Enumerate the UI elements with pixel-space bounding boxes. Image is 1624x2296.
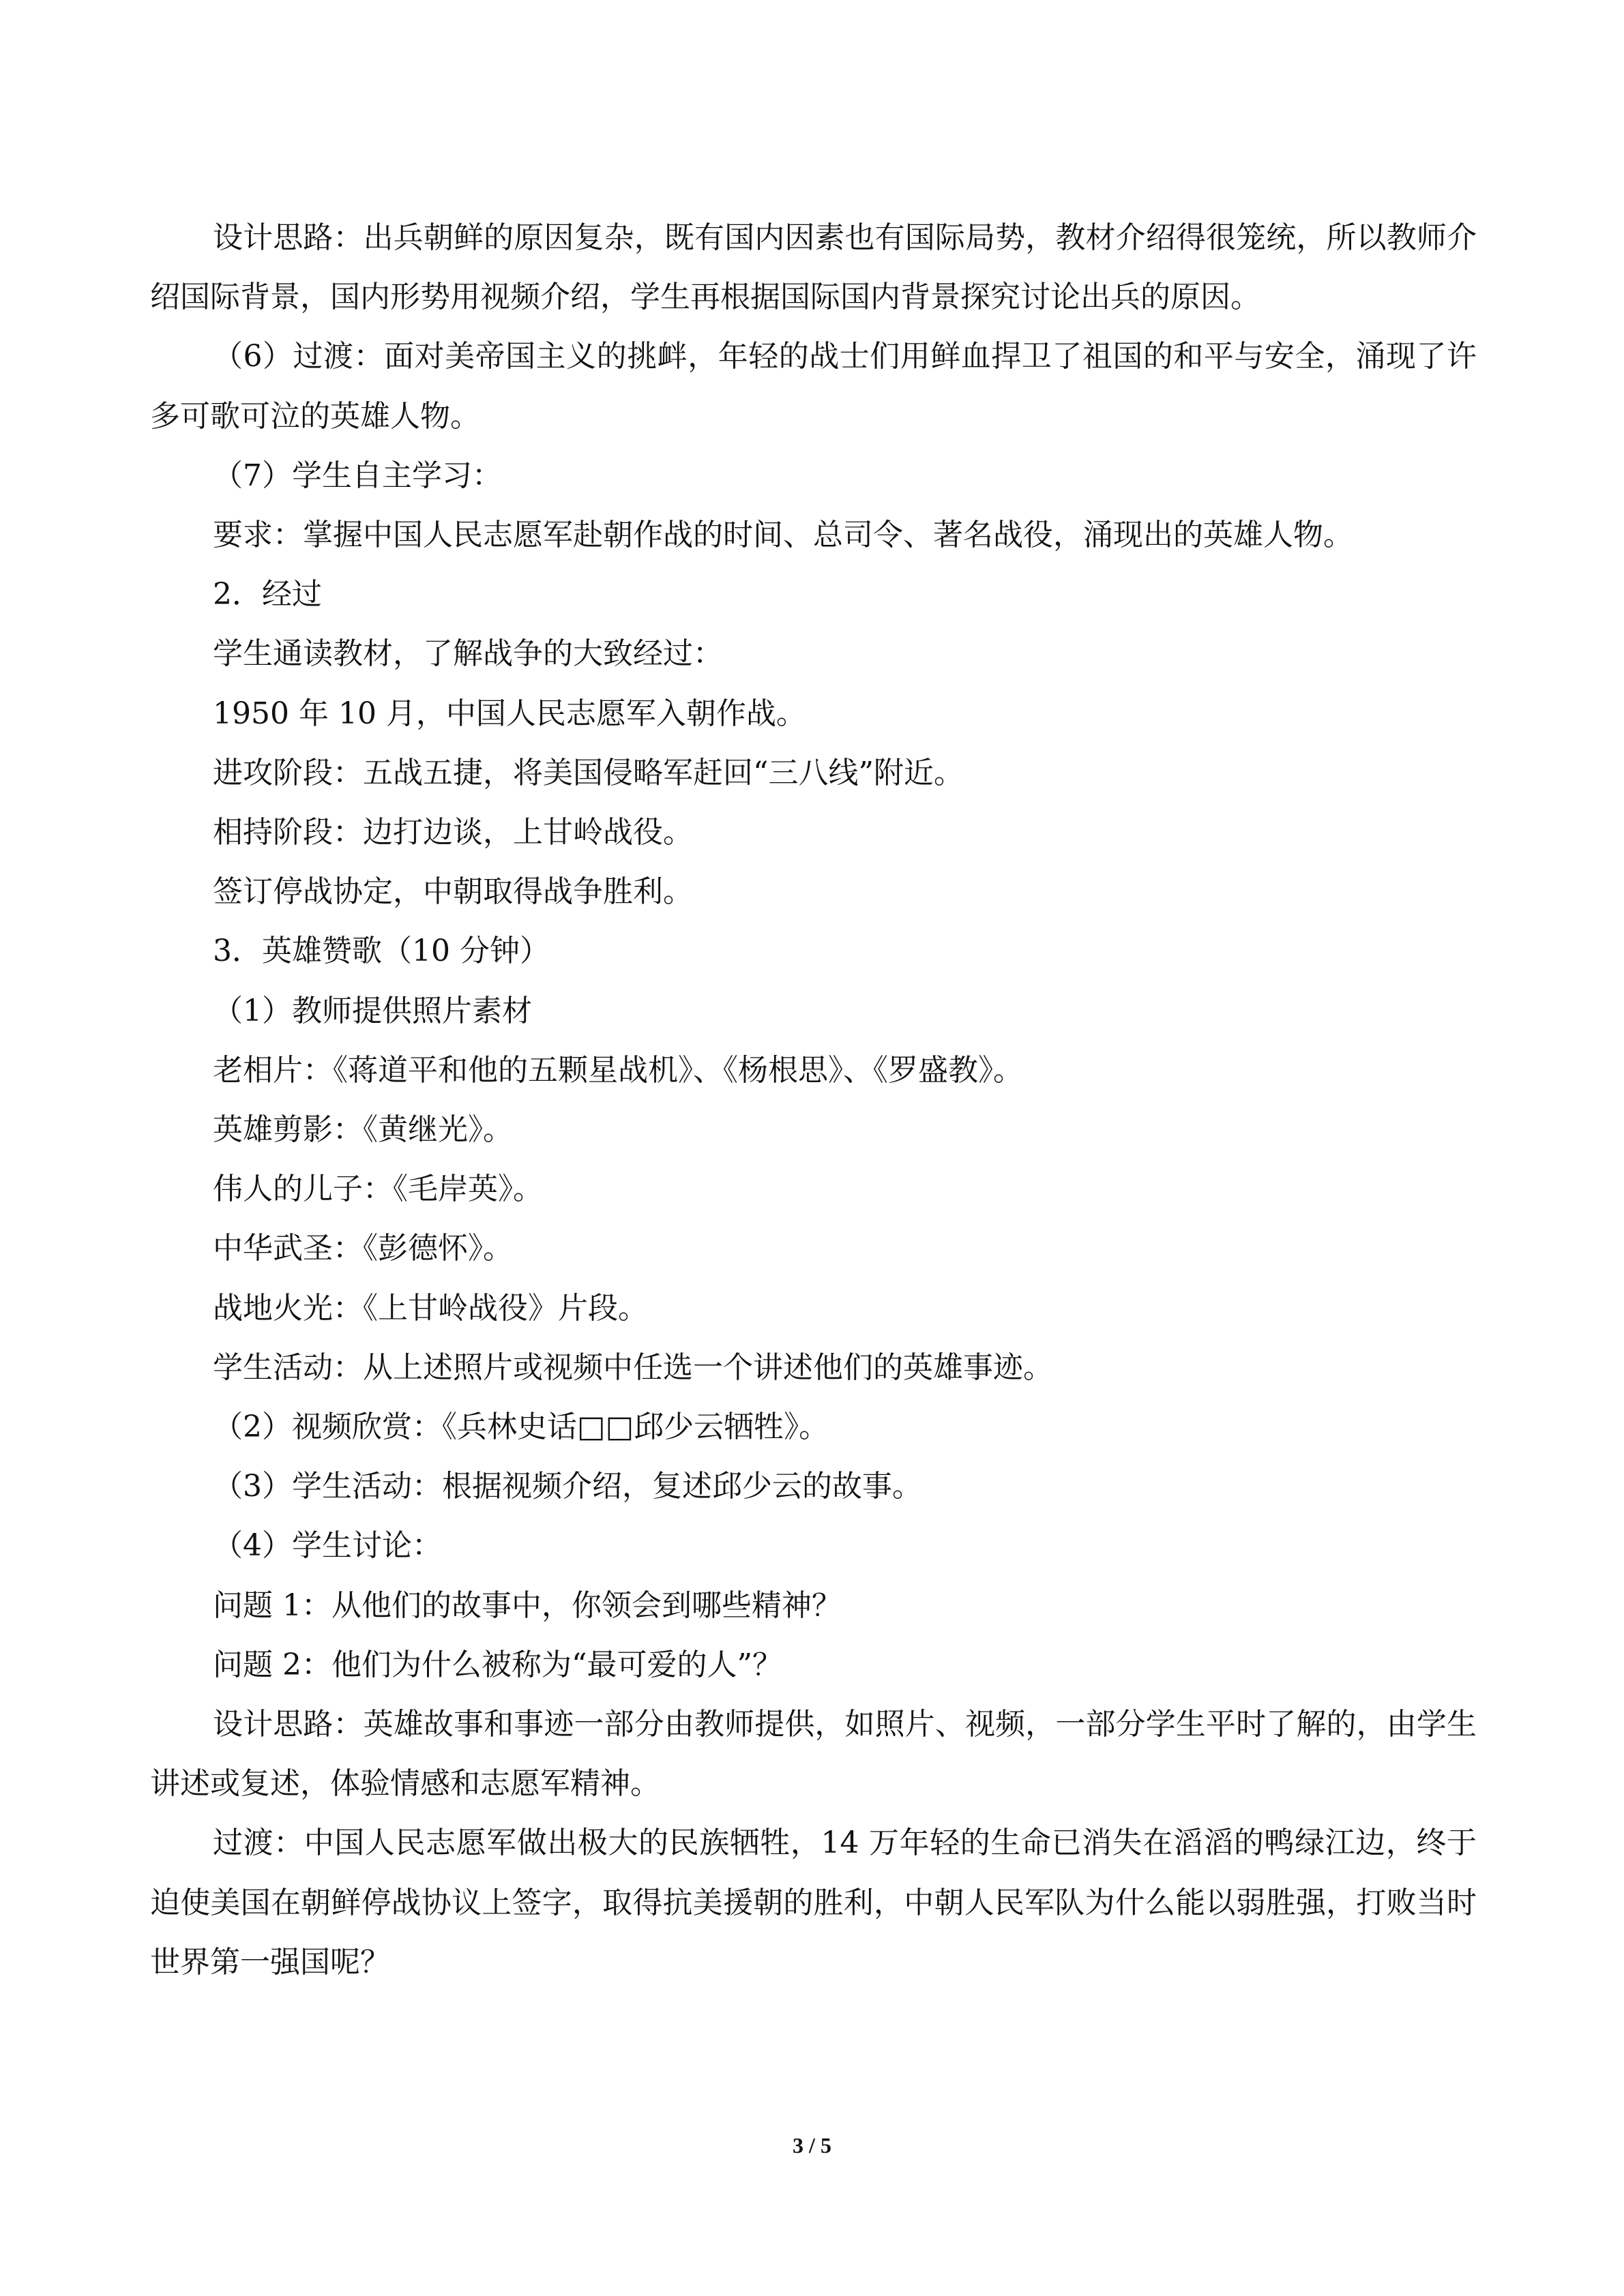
paragraph-final-transition: 过渡：中国人民志愿军做出极大的民族牺牲，14 万年轻的生命已消失在滔滔的鸭绿江边，终于迫使美国在朝鲜停战协议上签字，取得抗美援朝的胜利，中朝人民军队为什么能以弱胜强，打败当时世界第一强国呢？ <box>150 1825 1477 1980</box>
paragraph-design-idea-2: 设计思路：英雄故事和事迹一部分由教师提供，如照片、视频，一部分学生平时了解的，由学生讲述或复述，体验情感和志愿军精神。 <box>150 1707 1477 1802</box>
paragraph-self-study-7: （7）学生自主学习： <box>213 458 502 493</box>
paragraph-stalemate-stage: 相持阶段：边打边谈，上甘岭战役。 <box>213 815 693 850</box>
paragraph-video-appreciation: （2）视频欣赏：《兵林史话□□邱少云牺牲》。 <box>213 1410 829 1445</box>
paragraph-read-textbook: 学生通读教材，了解战争的大致经过： <box>213 636 723 672</box>
paragraph-transition-6: （6）过渡：面对美帝国主义的挑衅，年轻的战士们用鲜血捍卫了祖国的和平与安全，涌现了许多可歌可泣的英雄人物。 <box>150 339 1477 434</box>
paragraph-martial-saint: 中华武圣：《彭德怀》。 <box>213 1231 513 1266</box>
document-body <box>150 208 1477 1992</box>
paragraph-retell-story: （3）学生活动：根据视频介绍，复述邱少云的故事。 <box>213 1469 922 1504</box>
paragraph-discussion: （4）学生讨论： <box>213 1528 442 1564</box>
section-heading-process: 2．经过 <box>213 577 322 612</box>
paragraph-student-activity: 学生活动：从上述照片或视频中任选一个讲述他们的英雄事迹。 <box>213 1350 1053 1385</box>
paragraph-design-idea-1: 设计思路：出兵朝鲜的原因复杂，既有国内因素也有国际局势，教材介绍得很笼统，所以教师介绍国际背景，国内形势用视频介绍，学生再根据国际国内背景探究讨论出兵的原因。 <box>150 220 1477 315</box>
paragraph-photo-material: （1）教师提供照片素材 <box>213 993 532 1028</box>
paragraph-battlefield-fire: 战地火光：《上甘岭战役》片段。 <box>213 1290 648 1326</box>
paragraph-armistice: 签订停战协定，中朝取得战争胜利。 <box>213 874 693 910</box>
paragraph-offensive-stage: 进攻阶段：五战五捷，将美国侵略军赶回“三八线”附近。 <box>213 755 964 790</box>
paragraph-hero-silhouette: 英雄剪影：《黄继光》。 <box>213 1112 513 1148</box>
paragraph-1950: 1950 年 10 月，中国人民志愿军入朝作战。 <box>213 696 806 731</box>
paragraph-question-1: 问题 1：从他们的故事中，你领会到哪些精神？ <box>213 1587 842 1623</box>
section-heading-heroes: 3．英雄赞歌（10 分钟） <box>213 934 550 969</box>
paragraph-requirement: 要求：掌握中国人民志愿军赴朝作战的时间、总司令、著名战役，涌现出的英雄人物。 <box>213 518 1353 553</box>
paragraph-question-2: 问题 2：他们为什么被称为“最可爱的人”？ <box>213 1647 782 1682</box>
page-number: 3 / 5 <box>793 2133 831 2158</box>
paragraph-old-photos: 老相片：《蒋道平和他的五颗星战机》、《杨根思》、《罗盛教》。 <box>213 1052 1023 1088</box>
paragraph-great-man-son: 伟人的儿子：《毛岸英》。 <box>213 1172 543 1207</box>
